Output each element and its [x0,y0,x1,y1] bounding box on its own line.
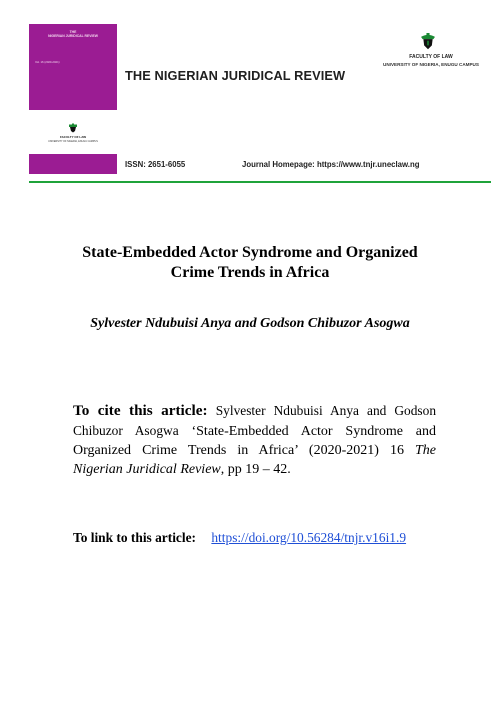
citation-pages: , pp 19 – 42. [220,462,291,477]
cover-volume: Vol. 16 (2020-2021) [35,60,60,64]
cover-faculty: FACULTY OF LAW [59,135,87,139]
journal-name: THE NIGERIAN JURIDICAL REVIEW [125,68,346,83]
link-label: To link to this article: [73,530,196,545]
citation-year-volume: (2020-2021) 16 [308,443,404,458]
cover-title-line1: THE [69,30,77,34]
article-link-row [73,530,453,546]
cover-title [37,30,109,38]
citation-label: To cite this article: [73,402,208,419]
citation-journal: The Nigerian Juridical Review [73,443,436,477]
issn: ISSN: 2651-6055 [125,160,186,169]
article-authors: Sylvester Ndubuisi Anya and Godson Chibuzor Asogwa [90,316,410,331]
header-divider [29,181,491,183]
citation-authors: Sylvester Ndubuisi Anya and Godson Chibuzor Asogwa [73,403,437,438]
citation-title: ‘State-Embedded Actor Syndrome and Organized Crime Trends in Africa’ [73,424,436,458]
university-label: UNIVERSITY OF NIGERIA, ENUGU CAMPUS [383,62,479,67]
cover-university: UNIVERSITY OF NIGERIA, ENUGU CAMPUS [48,140,98,143]
doi-link[interactable]: https://doi.org/10.56284/tnjr.v16i1.9 [211,530,407,545]
article-title: State-Embedded Actor Syndrome and Organized Crime Trends in Africa [82,244,418,281]
unn-crest-icon [420,33,436,50]
citation-block [73,401,436,479]
journal-homepage[interactable]: Journal Homepage: https://www.tnjr.uneclaw.ng [242,160,420,169]
journal-cover-thumbnail [29,24,117,174]
cover-crest-icon [68,123,78,133]
cover-title-line2: NIGERIAN JURIDICAL REVIEW [48,34,98,38]
faculty-label: FACULTY OF LAW [409,54,453,60]
